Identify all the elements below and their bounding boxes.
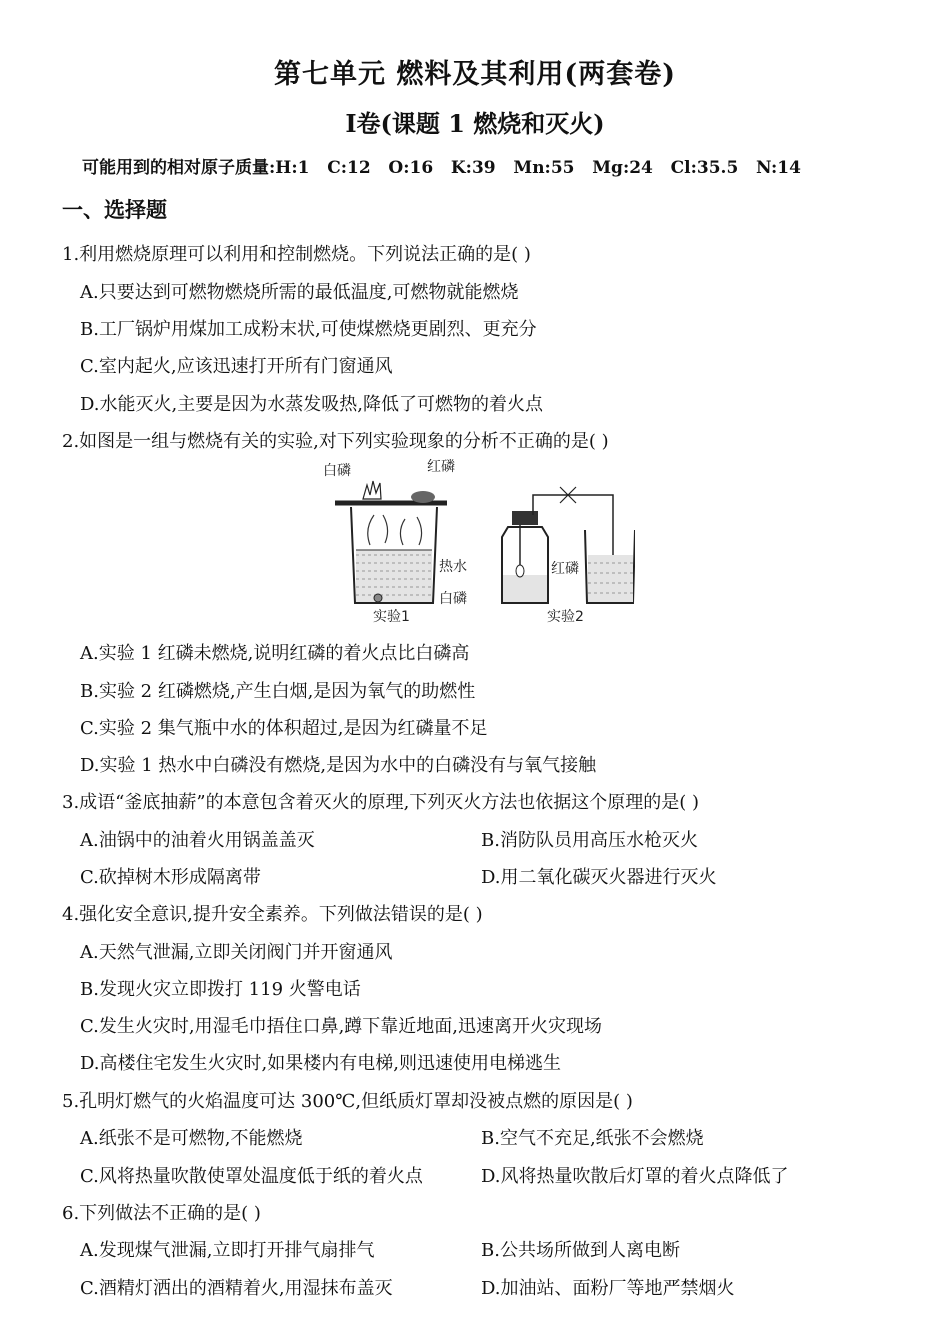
question-3-stem: 3.成语“釜底抽薪”的本意包含着灭火的原理,下列灭火方法也依据这个原理的是( ) xyxy=(62,792,700,813)
question-4-stem: 4.强化安全意识,提升安全素养。下列做法错误的是( ) xyxy=(62,904,483,925)
experiment-1-beaker xyxy=(335,481,447,603)
question-5-stem: 5.孔明灯燃气的火焰温度可达 300℃,但纸质灯罩却没被点燃的原因是( ) xyxy=(62,1091,633,1112)
label-white-phosphorus-bottom: 白磷 xyxy=(439,591,467,607)
atomic-masses: 可能用到的相对原子质量:H:1 C:12 O:16 K:39 Mn:55 Mg:24 Cl:35.5 N:14 xyxy=(82,158,801,178)
experiment-2-apparatus xyxy=(502,487,635,603)
question-3-option-b: B.消防队员用高压水枪灭火 xyxy=(481,830,698,851)
question-2-option-d: D.实验 1 热水中白磷没有燃烧,是因为水中的白磷没有与氧气接触 xyxy=(80,755,597,776)
question-4-option-c: C.发生火灾时,用湿毛巾捂住口鼻,蹲下靠近地面,迅速离开火灾现场 xyxy=(80,1016,603,1037)
question-4-option-b: B.发现火灾立即拨打 119 火警电话 xyxy=(80,979,361,1000)
question-2-option-b: B.实验 2 红磷燃烧,产生白烟,是因为氧气的助燃性 xyxy=(80,681,476,702)
question-3-option-d: D.用二氧化碳灭火器进行灭火 xyxy=(481,867,717,888)
label-white-phosphorus-top: 白磷 xyxy=(323,463,351,479)
question-1-option-a: A.只要达到可燃物燃烧所需的最低温度,可燃物就能燃烧 xyxy=(80,282,519,303)
question-6-stem: 6.下列做法不正确的是( ) xyxy=(62,1203,261,1224)
question-2-option-c: C.实验 2 集气瓶中水的体积超过,是因为红磷量不足 xyxy=(80,718,488,739)
label-red-phosphorus-top: 红磷 xyxy=(427,459,455,475)
experiment-figure xyxy=(315,455,635,630)
question-4-option-d: D.高楼住宅发生火灾时,如果楼内有电梯,则迅速使用电梯逃生 xyxy=(80,1053,561,1074)
page-subtitle: Ⅰ卷(课题 1 燃烧和灭火) xyxy=(345,109,605,138)
question-6-option-c: C.酒精灯洒出的酒精着火,用湿抹布盖灭 xyxy=(80,1278,393,1299)
question-6-option-d: D.加油站、面粉厂等地严禁烟火 xyxy=(481,1278,735,1299)
page-title: 第七单元 燃料及其利用(两套卷) xyxy=(274,59,676,90)
question-1-option-b: B.工厂锅炉用煤加工成粉末状,可使煤燃烧更剧烈、更充分 xyxy=(80,319,537,340)
question-3-option-a: A.油锅中的油着火用锅盖盖灭 xyxy=(80,830,315,851)
question-1-stem: 1.利用燃烧原理可以利用和控制燃烧。下列说法正确的是( ) xyxy=(62,244,531,265)
section-heading: 一、选择题 xyxy=(62,197,167,222)
question-3-option-c: C.砍掉树木形成隔离带 xyxy=(80,867,261,888)
label-red-phosphorus-exp2: 红磷 xyxy=(551,561,579,577)
question-1-option-d: D.水能灭火,主要是因为水蒸发吸热,降低了可燃物的着火点 xyxy=(80,394,543,415)
question-5-option-b: B.空气不充足,纸张不会燃烧 xyxy=(481,1128,704,1149)
question-5-option-d: D.风将热量吹散后灯罩的着火点降低了 xyxy=(481,1166,789,1187)
question-6-option-b: B.公共场所做到人离电断 xyxy=(481,1240,680,1261)
question-1-option-c: C.室内起火,应该迅速打开所有门窗通风 xyxy=(80,356,393,377)
question-2-stem: 2.如图是一组与燃烧有关的实验,对下列实验现象的分析不正确的是( ) xyxy=(62,431,609,452)
label-hot-water: 热水 xyxy=(439,559,467,575)
label-experiment-2: 实验2 xyxy=(547,609,584,625)
question-5-option-a: A.纸张不是可燃物,不能燃烧 xyxy=(80,1128,303,1149)
question-5-option-c: C.风将热量吹散使罩处温度低于纸的着火点 xyxy=(80,1166,423,1187)
question-4-option-a: A.天然气泄漏,立即关闭阀门并开窗通风 xyxy=(80,942,393,963)
question-2-option-a: A.实验 1 红磷未燃烧,说明红磷的着火点比白磷高 xyxy=(80,643,470,664)
question-6-option-a: A.发现煤气泄漏,立即打开排气扇排气 xyxy=(80,1240,375,1261)
label-experiment-1: 实验1 xyxy=(373,609,410,625)
